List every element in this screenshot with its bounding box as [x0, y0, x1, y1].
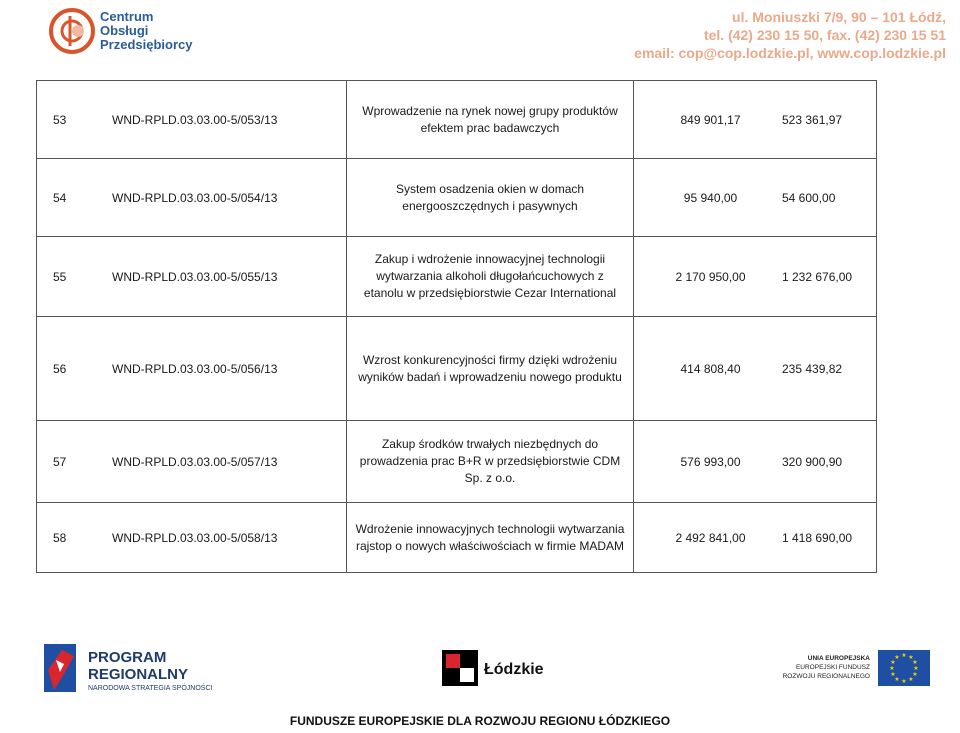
lodzkie-logo-icon — [440, 646, 550, 690]
total-value: 2 170 950,00 — [634, 237, 779, 317]
eu-line-3: ROZWOJU REGIONALNEGO — [782, 673, 870, 680]
svg-text:★: ★ — [894, 676, 900, 683]
row-number: 53 — [37, 81, 97, 159]
contact-phone: tel. (42) 230 15 50, fax. (42) 230 15 51 — [703, 27, 946, 43]
svg-text:★: ★ — [894, 654, 900, 661]
eu-logo-icon — [778, 648, 934, 688]
table-row — [37, 237, 877, 317]
svg-text:★: ★ — [901, 678, 907, 685]
logo-line-1: Centrum — [100, 9, 154, 24]
row-number: 54 — [37, 159, 97, 237]
svg-text:★: ★ — [912, 659, 918, 666]
logo-line-2: Obsługi — [100, 23, 149, 38]
funding-value: 54 600,00 — [778, 159, 877, 237]
project-title: Wdrożenie innowacyjnych technologii wytwarzania rajstop o nowych właściwościach w firmie MADAM — [347, 503, 634, 573]
program-line-2: REGIONALNY — [88, 666, 189, 683]
grants-table — [36, 80, 877, 573]
program-line-3: NARODOWA STRATEGIA SPÓJNOŚCI — [88, 685, 213, 692]
total-value: 95 940,00 — [634, 159, 779, 237]
lodzkie-text: Łódzkie — [484, 661, 544, 678]
total-value: 414 808,40 — [634, 317, 779, 421]
svg-text:★: ★ — [889, 665, 895, 672]
project-title: Zakup środków trwałych niezbędnych do prowadzenia prac B+R w przedsiębiorstwie CDM Sp. z o.o. — [347, 421, 634, 503]
table-row — [37, 159, 877, 237]
project-title: Wzrost konkurencyjności firmy dzięki wdrożeniu wyników badań i wprowadzeniu nowego produktu — [347, 317, 634, 421]
contact-email: email: cop@cop.lodzkie.pl, www.cop.lodzkie.pl — [634, 45, 946, 61]
eu-line-2: EUROPEJSKI FUNDUSZ — [795, 664, 870, 671]
application-code: WND-RPLD.03.03.00-5/057/13 — [96, 421, 347, 503]
eu-line-1: UNIA EUROPEJSKA — [807, 655, 870, 662]
funding-value: 320 900,90 — [778, 421, 877, 503]
svg-text:★: ★ — [908, 654, 914, 661]
table-row — [37, 317, 877, 421]
application-code: WND-RPLD.03.03.00-5/053/13 — [96, 81, 347, 159]
funding-value: 1 232 676,00 — [778, 237, 877, 317]
application-code: WND-RPLD.03.03.00-5/058/13 — [96, 503, 347, 573]
total-value: 576 993,00 — [634, 421, 779, 503]
total-value: 2 492 841,00 — [634, 503, 779, 573]
row-number: 58 — [37, 503, 97, 573]
program-regionalny-logo-icon — [40, 640, 220, 696]
project-title: System osadzenia okien w domach energooszczędnych i pasywnych — [347, 159, 634, 237]
row-number: 55 — [37, 237, 97, 317]
logo-line-3: Przedsiębiorcy — [100, 37, 193, 52]
table-row — [37, 503, 877, 573]
row-number: 56 — [37, 317, 97, 421]
project-title: Zakup i wdrożenie innowacyjnej technologii wytwarzania alkoholi długołańcuchowych z etanolu w przedsiębiorstwie Cezar International — [347, 237, 634, 317]
application-code: WND-RPLD.03.03.00-5/056/13 — [96, 317, 347, 421]
footer-caption: FUNDUSZE EUROPEJSKIE DLA ROZWOJU REGIONU ŁÓDZKIEGO — [289, 714, 671, 728]
funding-value: 235 439,82 — [778, 317, 877, 421]
total-value: 849 901,17 — [634, 81, 779, 159]
contact-address: ul. Moniuszki 7/9, 90 – 101 Łódź, — [732, 9, 946, 25]
application-code: WND-RPLD.03.03.00-5/054/13 — [96, 159, 347, 237]
svg-text:★: ★ — [912, 671, 918, 678]
funding-value: 523 361,97 — [778, 81, 877, 159]
row-number: 57 — [37, 421, 97, 503]
svg-text:★: ★ — [901, 652, 907, 659]
svg-text:★: ★ — [913, 665, 919, 672]
svg-text:★: ★ — [908, 676, 914, 683]
svg-text:★: ★ — [890, 659, 896, 666]
project-title: Wprowadzenie na rynek nowej grupy produktów efektem prac badawczych — [347, 81, 634, 159]
cop-logo-text — [100, 10, 193, 52]
table-row — [37, 81, 877, 159]
table-row — [37, 421, 877, 503]
program-line-1: PROGRAM — [88, 649, 167, 666]
funding-value: 1 418 690,00 — [778, 503, 877, 573]
svg-text:★: ★ — [890, 671, 896, 678]
application-code: WND-RPLD.03.03.00-5/055/13 — [96, 237, 347, 317]
contact-block — [634, 8, 946, 62]
